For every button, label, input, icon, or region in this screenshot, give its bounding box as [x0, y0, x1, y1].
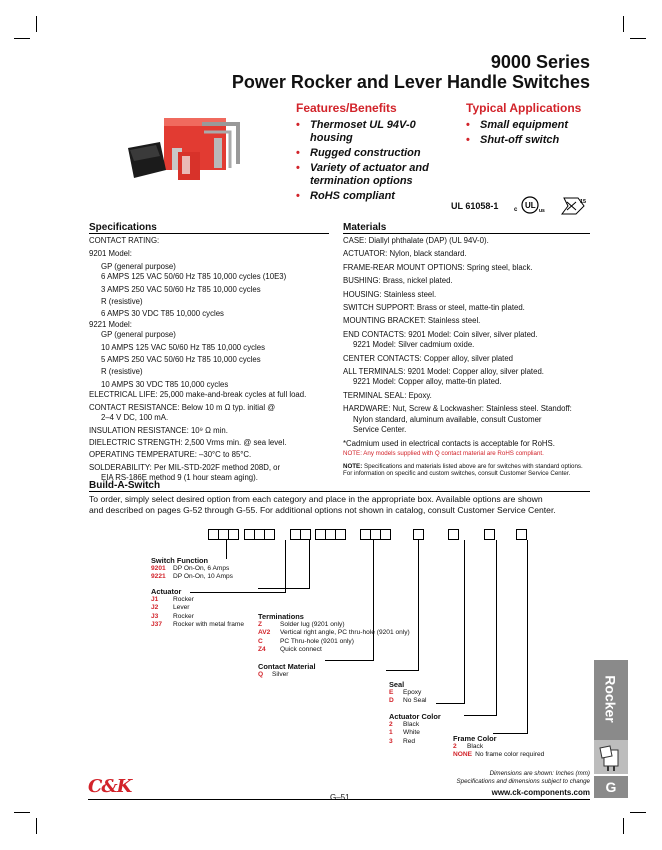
features-list	[296, 119, 456, 203]
product-photo	[120, 108, 260, 196]
option-row: C PC Thru-hole (9201 only)	[258, 637, 354, 645]
order-code-box[interactable]	[335, 529, 346, 540]
material-line: TERMINAL SEAL: Epoxy.	[343, 390, 432, 400]
material-line: 9221 Model: Silver cadmium oxide.	[353, 340, 475, 350]
spec-line: 3 AMPS 250 VAC 50/60 Hz T85 10,000 cycles	[101, 284, 261, 294]
page-title: Power Rocker and Lever Handle Switches	[231, 72, 590, 92]
material-line: Service Center.	[353, 425, 407, 435]
spec-line: 5 AMPS 250 VAC 50/60 Hz T85 10,000 cycles	[101, 355, 261, 365]
spec-line: ELECTRICAL LIFE: 25,000 make-and-break cycles at full load.	[89, 390, 307, 400]
option-row: J1 Rocker	[151, 596, 194, 603]
order-code-box[interactable]	[413, 529, 424, 540]
spec-line: GP (general purpose)	[101, 330, 176, 340]
materials-heading: Materials	[343, 222, 387, 233]
specifications-heading: Specifications	[89, 222, 157, 233]
application-item: • Shut-off switch	[466, 134, 581, 147]
option-row: Z4 Quick connect	[258, 645, 322, 653]
certification-logos-icon	[514, 194, 590, 216]
material-line: ACTUATOR: Nylon, black standard.	[343, 249, 467, 259]
crop-mark	[14, 38, 30, 39]
option-row: J37 Rocker with metal frame	[151, 620, 245, 628]
material-line: END CONTACTS: 9201 Model: Coin silver, silver plated.	[343, 329, 538, 339]
section-letter: G	[594, 776, 628, 798]
feature-item: • RoHS compliant	[296, 190, 456, 203]
side-tab-label: Rocker	[603, 675, 619, 723]
option-row: J3 Rocker	[151, 612, 194, 620]
frame-color-group: Frame Color 2 Black NONE No frame color required	[453, 734, 545, 759]
feature-item: • Rugged construction	[296, 147, 456, 160]
material-line: ALL TERMINALS: 9201 Model: Copper alloy, silver plated.	[343, 367, 544, 377]
crop-mark	[623, 818, 624, 834]
material-line: Nylon standard, aluminum available, consult Customer	[353, 414, 542, 424]
order-code-box[interactable]	[380, 529, 391, 540]
page-number: G–51	[330, 793, 350, 802]
footer-notes: Dimensions are shown: Inches (mm) Specifications and dimensions subject to change	[456, 770, 590, 785]
applications-heading: Typical Applications	[466, 101, 582, 115]
material-line: 9221 Model: Copper alloy, matte-tin plated.	[353, 377, 502, 387]
website-link[interactable]: www.ck-components.com	[491, 788, 590, 797]
build-intro: To order, simply select desired option from each category and place in the appropriate box. Available options are shown and described on pages G-52 through G-55. For additional options not shown in catalog, consult Customer Service Center.	[89, 494, 556, 515]
application-item: • Small equipment	[466, 119, 581, 132]
switch-thumbnail	[594, 740, 628, 774]
option-row: 2 Black	[389, 721, 420, 728]
order-code-box[interactable]	[448, 529, 459, 540]
feature-item: • Variety of actuator and termination options	[296, 162, 440, 188]
seal-group: Seal E Epoxy D No Seal	[389, 680, 427, 705]
option-row: Z Solder lug (9201 only)	[258, 621, 345, 628]
order-code-box[interactable]	[516, 529, 527, 540]
spec-note: NOTE: Specifications and materials listed above are for switches with standard options.	[343, 462, 583, 470]
order-code-box[interactable]	[484, 529, 495, 540]
crop-mark	[630, 812, 646, 813]
rocker-switch-icon	[594, 740, 628, 774]
order-code-box[interactable]	[264, 529, 275, 540]
material-line: CASE: Diallyl phthalate (DAP) (UL 94V-0).	[343, 236, 489, 245]
svg-text:us: us	[539, 208, 545, 214]
specifications-body	[89, 236, 339, 484]
terminations-group: Terminations Z Solder lug (9201 only) AV2 Vertical right angle, PC thru-hole (9201 only) C PC Thru-hole (9201 only) Z4 Quick connect	[258, 612, 410, 653]
spec-line: CONTACT RESISTANCE: Below 10 m Ω typ. initial @	[89, 402, 276, 412]
spec-line: 9201 Model:	[89, 249, 132, 259]
material-line: MOUNTING BRACKET: Stainless steel.	[343, 316, 481, 326]
spec-line: R (resistive)	[101, 367, 143, 377]
option-row: 1 White	[389, 729, 420, 737]
spec-line: SOLDERABILITY: Per MIL-STD-202F method 208D, or	[89, 462, 281, 472]
spec-line: EIA RS-186E method 9 (1 hour steam aging).	[101, 473, 258, 483]
option-row: 2 Black	[453, 743, 484, 750]
svg-text:15: 15	[580, 199, 587, 205]
spec-note-2: For information on specific and custom switches, consult Customer Service Center.	[343, 470, 571, 478]
applications-list	[466, 119, 581, 147]
ul-standard: UL 61058-1	[451, 201, 499, 211]
crop-mark	[36, 818, 37, 834]
contact-material-group: Contact Material Q Silver	[258, 662, 316, 678]
spec-line: 2–4 V DC, 100 mA.	[101, 413, 169, 423]
option-row: D No Seal	[389, 697, 427, 705]
material-line: *Cadmium used in electrical contacts is acceptable for RoHS.	[343, 438, 555, 448]
spec-line: 9221 Model:	[89, 319, 132, 329]
material-line: HARDWARE: Nut, Screw & Lockwasher: Stainless steel. Standoff:	[343, 404, 572, 414]
spec-line: CONTACT RATING:	[89, 236, 160, 245]
switch-function-group: Switch Function 9201 DP On-On, 6 Amps 9221 DP On-On, 10 Amps	[151, 556, 233, 581]
side-tab	[594, 660, 628, 740]
option-row: Q Silver	[258, 671, 289, 678]
option-row: J2 Lever	[151, 604, 190, 612]
material-line: BUSHING: Brass, nickel plated.	[343, 276, 453, 286]
option-row: 9201 DP On-On, 6 Amps	[151, 565, 230, 572]
crop-mark	[623, 16, 624, 32]
brand-logo: C&K	[88, 776, 132, 797]
spec-line: GP (general purpose)	[101, 261, 176, 271]
material-line: HOUSING: Stainless steel.	[343, 289, 437, 299]
crop-mark	[36, 16, 37, 32]
spec-line: INSULATION RESISTANCE: 10⁹ Ω min.	[89, 425, 228, 435]
option-row: NONE No frame color required	[453, 751, 545, 759]
spec-line: DIELECTRIC STRENGTH: 2,500 Vrms min. @ sea level.	[89, 437, 287, 447]
actuator-group: Actuator J1 Rocker J2 Lever J3 Rocker J37 Rocker with metal frame	[151, 587, 245, 628]
option-row: E Epoxy	[389, 689, 422, 696]
spec-line: R (resistive)	[101, 297, 143, 307]
crop-mark	[14, 812, 30, 813]
features-heading: Features/Benefits	[296, 101, 397, 115]
actuator-color-group: Actuator Color 2 Black 1 White 3 Red	[389, 712, 441, 745]
option-row: 3 Red	[389, 737, 416, 745]
svg-text:UL: UL	[525, 201, 536, 210]
feature-item: • Thermoset UL 94V-0 housing	[296, 119, 456, 145]
material-line: CENTER CONTACTS: Copper alloy, silver plated	[343, 353, 513, 363]
order-code-box[interactable]	[300, 529, 311, 540]
spec-line: 6 AMPS 125 VAC 50/60 Hz T85 10,000 cycles (10E3)	[101, 272, 287, 282]
order-code-box[interactable]	[228, 529, 239, 540]
spec-line: 6 AMPS 30 VDC T85 10,000 cycles	[101, 309, 224, 319]
rohs-note: NOTE: Any models supplied with Q contact material are RoHS compliant.	[343, 449, 544, 457]
build-heading: Build-A-Switch	[89, 480, 161, 491]
material-line: FRAME-REAR MOUNT OPTIONS: Spring steel, black.	[343, 262, 533, 272]
spec-line: 10 AMPS 30 VDC T85 10,000 cycles	[101, 379, 229, 389]
spec-line: OPERATING TEMPERATURE: –30°C to 85°C.	[89, 450, 252, 460]
crop-mark	[630, 38, 646, 39]
option-row: AV2 Vertical right angle, PC thru-hole (9201 only)	[258, 629, 410, 637]
option-row: 9221 DP On-On, 10 Amps	[151, 573, 233, 581]
spec-line: 10 AMPS 125 VAC 50/60 Hz T85 10,000 cycles	[101, 342, 265, 352]
series-title: 9000 Series	[490, 52, 590, 72]
materials-body	[343, 236, 593, 478]
material-line: SWITCH SUPPORT: Brass or steel, matte-tin plated.	[343, 303, 525, 313]
svg-text:c: c	[514, 207, 518, 213]
